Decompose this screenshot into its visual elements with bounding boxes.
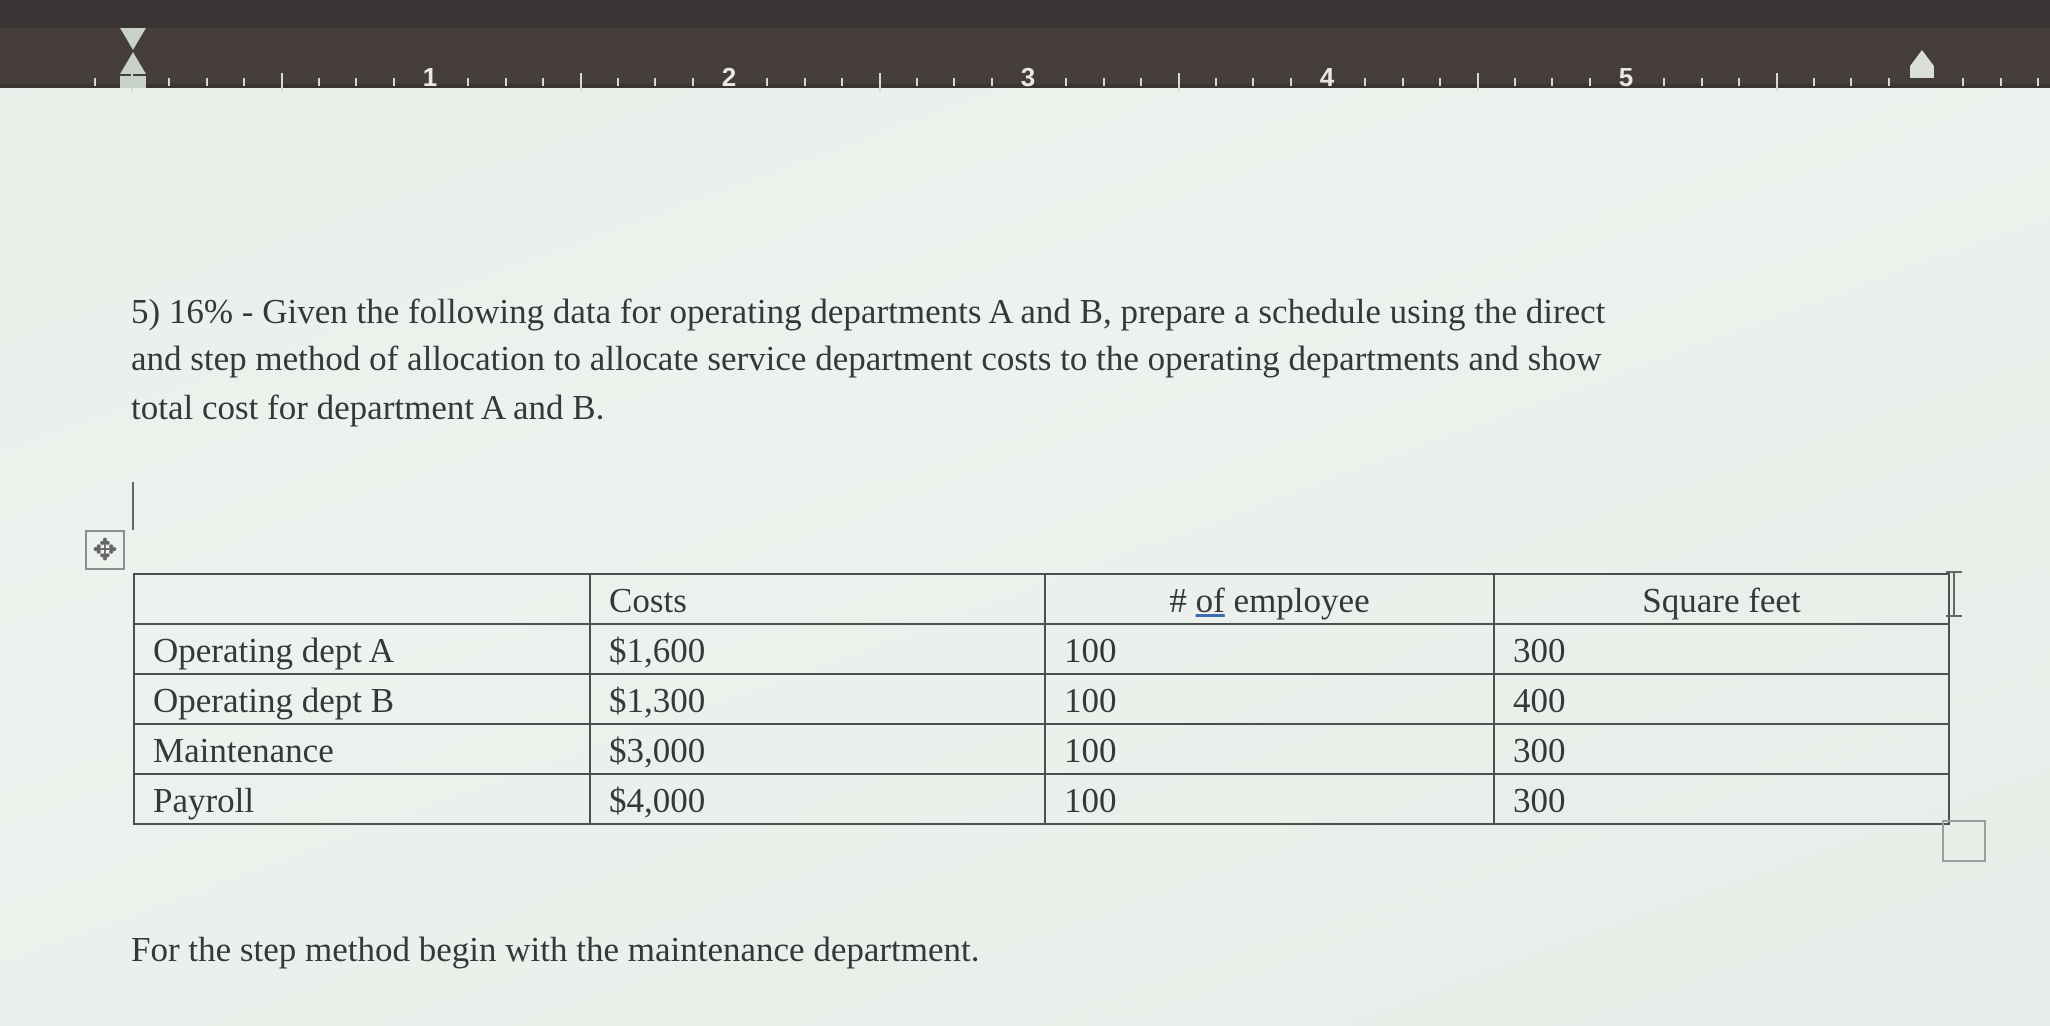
ruler-number: 2 — [721, 62, 737, 92]
ruler-tick — [1364, 78, 1366, 86]
ruler-strip — [0, 28, 2050, 92]
right-indent-marker-icon[interactable] — [1910, 50, 1934, 78]
i-beam-cursor-icon — [1943, 570, 1965, 618]
table-row — [134, 724, 1949, 774]
ruler-tick — [1514, 78, 1516, 86]
ruler-tick — [243, 78, 245, 86]
question-line-3: total cost for department A and B. — [131, 388, 605, 427]
ruler-tick — [2037, 78, 2039, 86]
ruler-tick — [654, 78, 656, 86]
question-line-2: and step method of allocation to allocate service department costs to the operating departments and show — [131, 339, 1602, 378]
ruler-tick — [1178, 73, 1180, 91]
ruler-tick — [617, 78, 619, 86]
ruler-tick — [467, 78, 469, 86]
ruler-tick — [1776, 73, 1778, 91]
ruler-tick — [1252, 78, 1254, 86]
table-cell[interactable]: 100 — [1045, 674, 1494, 724]
ruler-tick — [1103, 78, 1105, 86]
table-resize-icon[interactable] — [1942, 820, 1986, 862]
ruler-tick — [355, 78, 357, 86]
ruler-tick — [1140, 78, 1142, 86]
header-suffix: employee — [1224, 581, 1370, 620]
table-cell[interactable]: Operating dept B — [134, 674, 590, 724]
ruler-tick — [953, 78, 955, 86]
table-cell[interactable]: 100 — [1045, 624, 1494, 674]
ruler-tick — [580, 73, 582, 91]
ruler-tick — [841, 78, 843, 86]
left-indent-marker-icon[interactable] — [118, 28, 148, 88]
ruler-tick — [2000, 78, 2002, 86]
ruler-tick — [1065, 78, 1067, 86]
header-prefix: # — [1169, 581, 1196, 620]
ruler-tick — [1888, 78, 1890, 86]
cost-data-table — [133, 573, 1950, 825]
ruler-tick — [1290, 78, 1292, 86]
table-cell[interactable]: 300 — [1494, 724, 1949, 774]
table-cell[interactable]: 100 — [1045, 724, 1494, 774]
ruler-tick — [1738, 78, 1740, 86]
ruler-tick — [1701, 78, 1703, 86]
ruler-number: 3 — [1020, 62, 1036, 92]
ruler-tick — [991, 78, 993, 86]
table-cell[interactable]: Operating dept A — [134, 624, 590, 674]
ruler-tick — [542, 78, 544, 86]
footer-note: For the step method begin with the maintenance department. — [131, 930, 980, 969]
ruler-tick — [1850, 78, 1852, 86]
table-row — [134, 674, 1949, 724]
table-cell[interactable]: 300 — [1494, 624, 1949, 674]
table-cell[interactable]: $1,300 — [590, 674, 1045, 724]
table-cell[interactable]: $3,000 — [590, 724, 1045, 774]
ruler-tick — [168, 78, 170, 86]
ruler-number: 5 — [1618, 62, 1634, 92]
ruler-tick — [1813, 78, 1815, 86]
ruler-number: 4 — [1319, 62, 1335, 92]
question-line-1: 5) 16% - Given the following data for operating departments A and B, prepare a schedule using the direct — [131, 292, 1606, 331]
table-cell[interactable]: $4,000 — [590, 774, 1045, 824]
ruler-tick — [281, 73, 283, 91]
horizontal-ruler[interactable] — [0, 0, 2050, 92]
ruler-tick — [1551, 78, 1553, 86]
table-cell[interactable]: Payroll — [134, 774, 590, 824]
ruler-tick — [1962, 78, 1964, 86]
ruler-tick — [766, 78, 768, 86]
table-row — [134, 624, 1949, 674]
text-cursor — [132, 482, 134, 530]
header-underlined-word: of — [1195, 581, 1225, 620]
ruler-tick — [393, 78, 395, 86]
ruler-tick — [879, 73, 881, 91]
ruler-tick — [916, 78, 918, 86]
table-cell[interactable]: 400 — [1494, 674, 1949, 724]
table-cell[interactable]: $1,600 — [590, 624, 1045, 674]
ruler-tick — [1663, 78, 1665, 86]
ruler-tick — [1439, 78, 1441, 86]
ruler-tick — [1477, 73, 1479, 91]
ruler-number: 1 — [422, 62, 438, 92]
ruler-tick — [804, 78, 806, 86]
ruler-tick — [206, 78, 208, 86]
ruler-tick — [94, 78, 96, 86]
header-cell-empty[interactable] — [134, 574, 590, 624]
ruler-tick — [1589, 78, 1591, 86]
header-cell-square-feet[interactable]: Square feet — [1494, 574, 1949, 624]
ruler-tick — [692, 78, 694, 86]
table-row — [134, 774, 1949, 824]
ruler-tick — [318, 78, 320, 86]
header-cell-costs[interactable]: Costs — [590, 574, 1045, 624]
table-cell[interactable]: Maintenance — [134, 724, 590, 774]
table-cell[interactable]: 300 — [1494, 774, 1949, 824]
move-arrows-icon[interactable]: ✥ — [85, 530, 125, 570]
ruler-tick — [1215, 78, 1217, 86]
table-header-row — [134, 574, 1949, 624]
header-cell-employees[interactable] — [1045, 574, 1494, 624]
ruler-tick — [505, 78, 507, 86]
table-cell[interactable]: 100 — [1045, 774, 1494, 824]
ruler-tick — [1402, 78, 1404, 86]
